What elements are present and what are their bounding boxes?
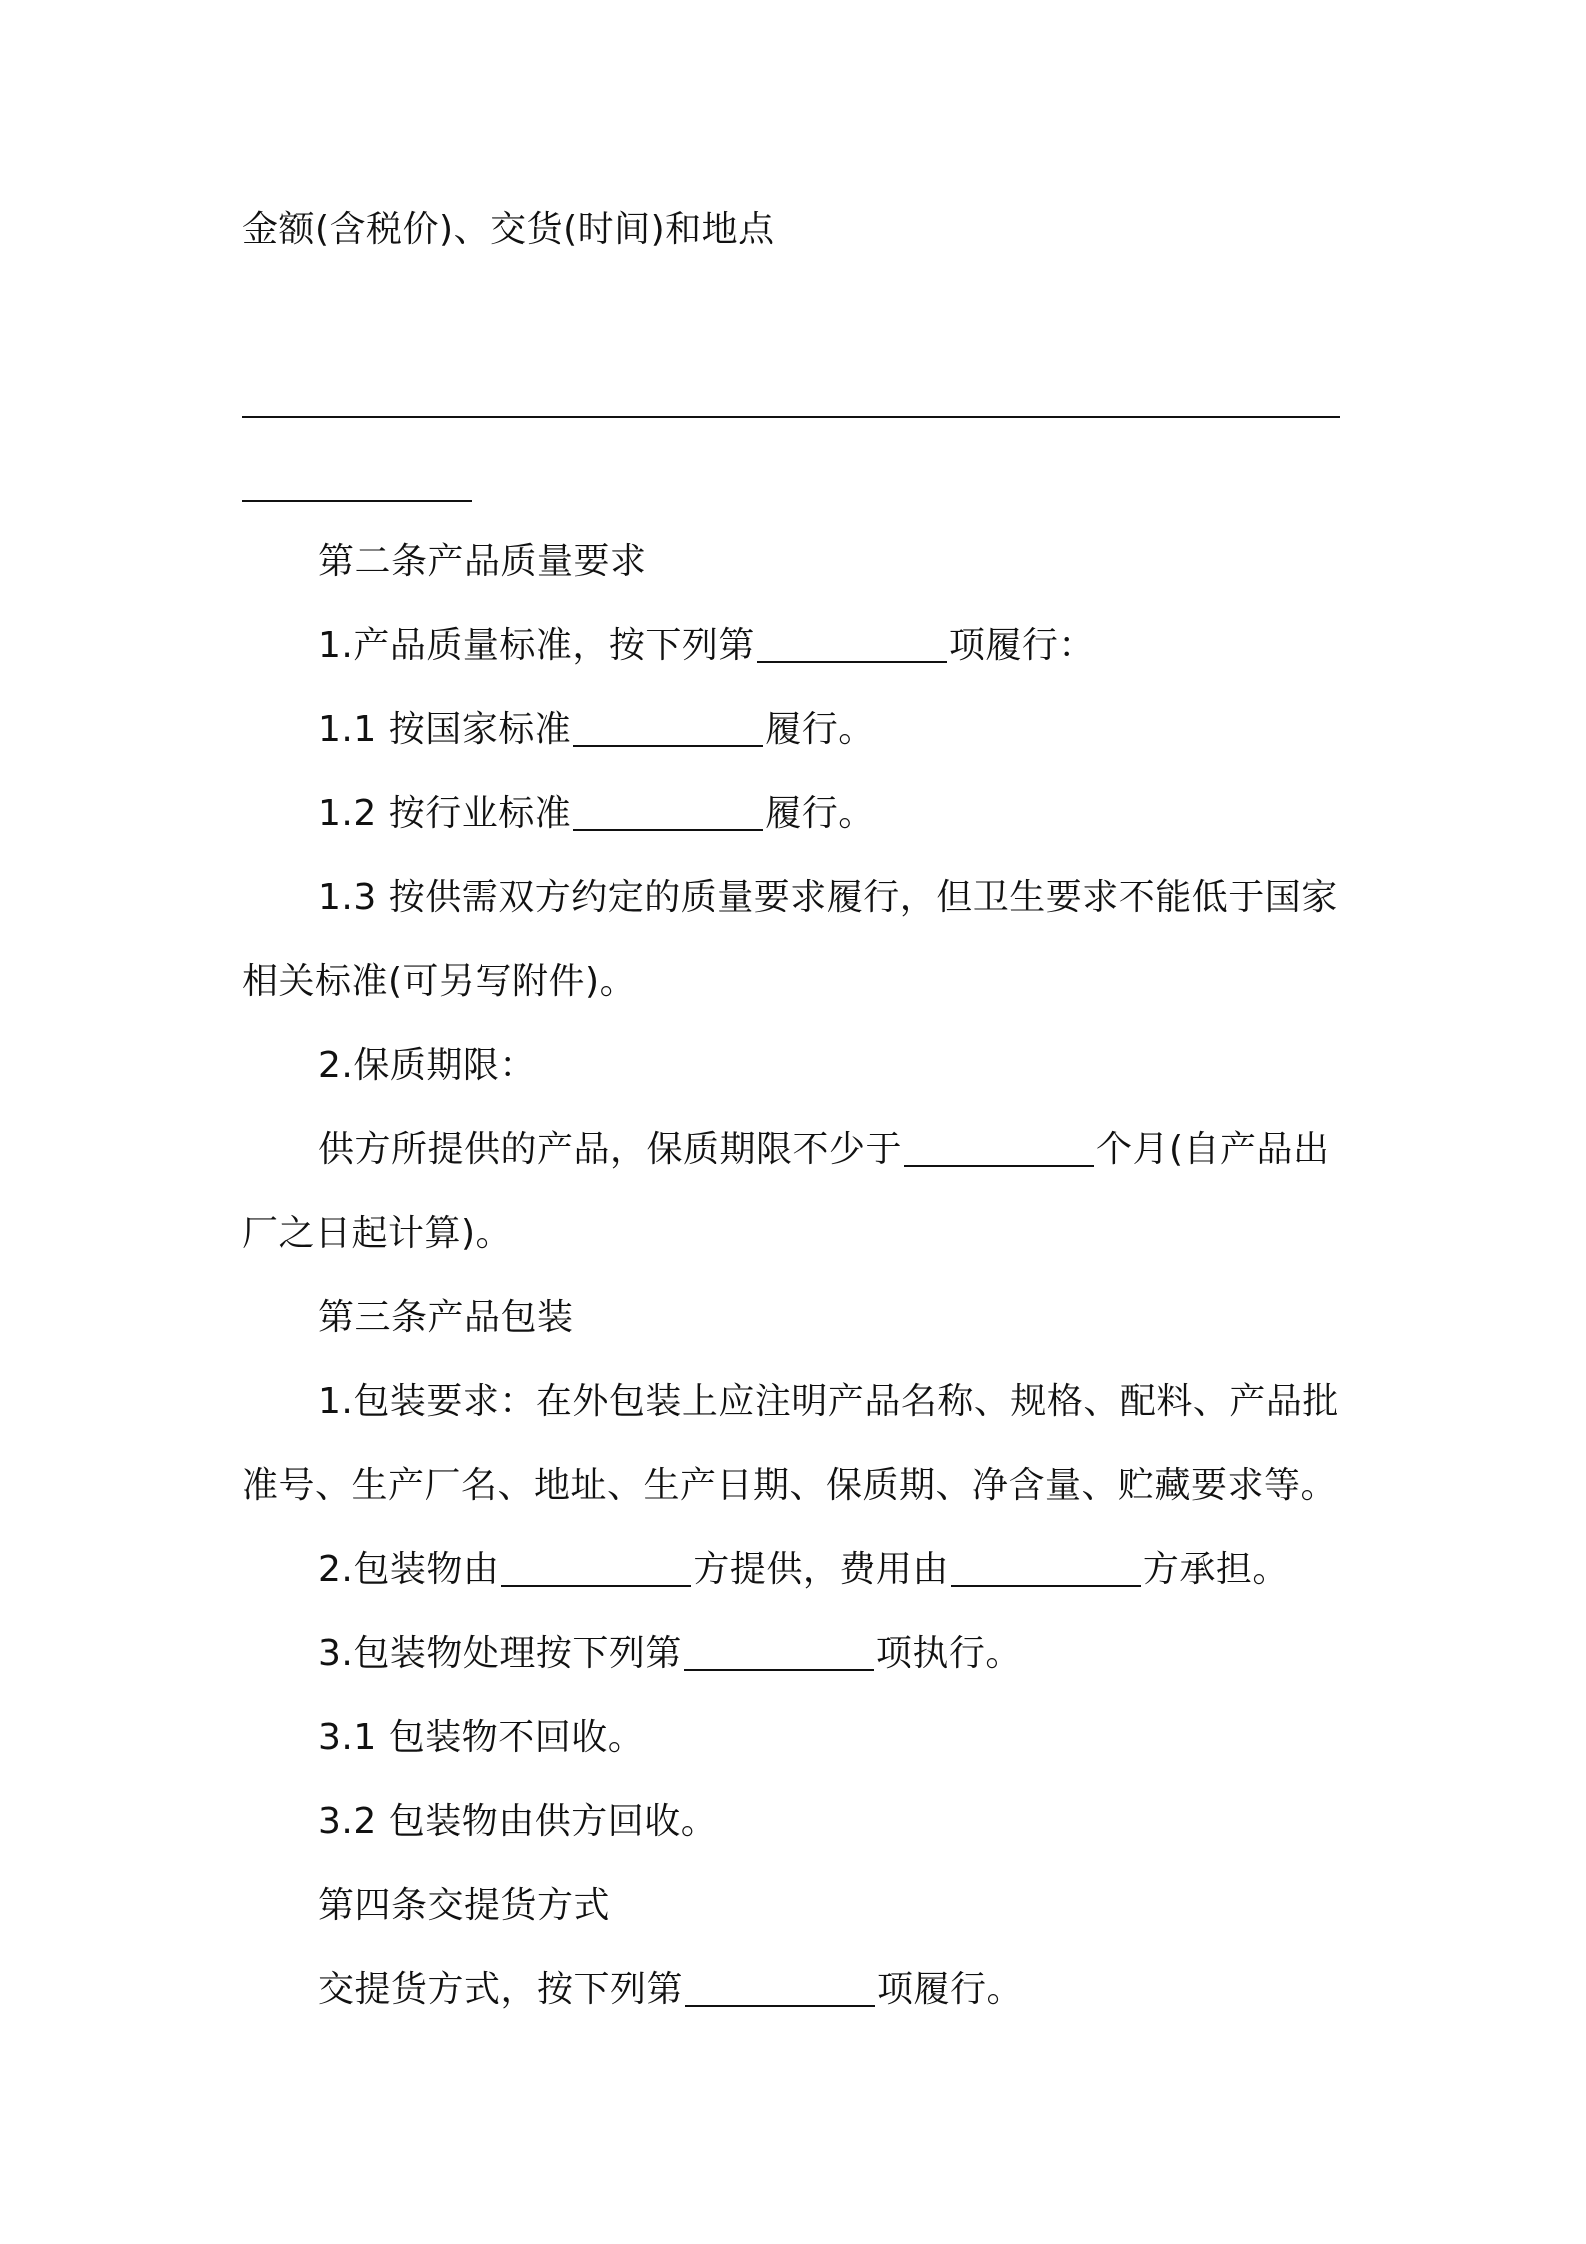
packaging-disposal-item: 3.包装物处理按下列第 项执行。 bbox=[318, 1633, 1022, 1674]
quality-standard-item: 1.产品质量标准，按下列第 项履行： bbox=[318, 625, 1095, 666]
industry-standard-item: 1.2 按行业标准 履行。 bbox=[318, 793, 875, 834]
blank-field bbox=[685, 2005, 875, 2007]
agreed-standard-item-line-2: 相关标准(可另写附件)。 bbox=[242, 961, 637, 1002]
shelf-life-line-2: 厂之日起计算)。 bbox=[242, 1213, 513, 1254]
packaging-requirement-line-1: 1.包装要求：在外包装上应注明产品名称、规格、配料、产品批 bbox=[318, 1381, 1339, 1422]
blank-field bbox=[684, 1669, 874, 1671]
shelf-life-line-1: 供方所提供的产品，保质期限不少于 个月(自产品出 bbox=[318, 1129, 1330, 1170]
section-3-title: 第三条产品包装 bbox=[318, 1297, 574, 1338]
no-recycle-item: 3.1 包装物不回收。 bbox=[318, 1717, 645, 1758]
blank-field bbox=[573, 745, 763, 747]
blank-field bbox=[501, 1585, 691, 1587]
supplier-recycle-item: 3.2 包装物由供方回收。 bbox=[318, 1801, 718, 1842]
agreed-standard-item-line-1: 1.3 按供需双方约定的质量要求履行，但卫生要求不能低于国家 bbox=[318, 877, 1338, 918]
shelf-life-heading: 2.保质期限： bbox=[318, 1045, 536, 1086]
blank-field bbox=[904, 1165, 1094, 1167]
section-4-title: 第四条交提货方式 bbox=[318, 1885, 611, 1926]
delivery-method-item: 交提货方式，按下列第 项履行。 bbox=[318, 1969, 1024, 2010]
packaging-provider-item: 2.包装物由 方提供，费用由 方承担。 bbox=[318, 1549, 1289, 1590]
fill-in-rule-long bbox=[242, 416, 1340, 418]
section-2-title: 第二条产品质量要求 bbox=[318, 541, 647, 582]
packaging-requirement-line-2: 准号、生产厂名、地址、生产日期、保质期、净含量、贮藏要求等。 bbox=[242, 1465, 1338, 1506]
blank-field bbox=[951, 1585, 1141, 1587]
national-standard-item: 1.1 按国家标准 履行。 bbox=[318, 709, 875, 750]
blank-field bbox=[757, 661, 947, 663]
blank-field bbox=[573, 829, 763, 831]
amount-delivery-line: 金额(含税价)、交货(时间)和地点 bbox=[242, 209, 775, 250]
fill-in-rule-short bbox=[242, 500, 472, 502]
